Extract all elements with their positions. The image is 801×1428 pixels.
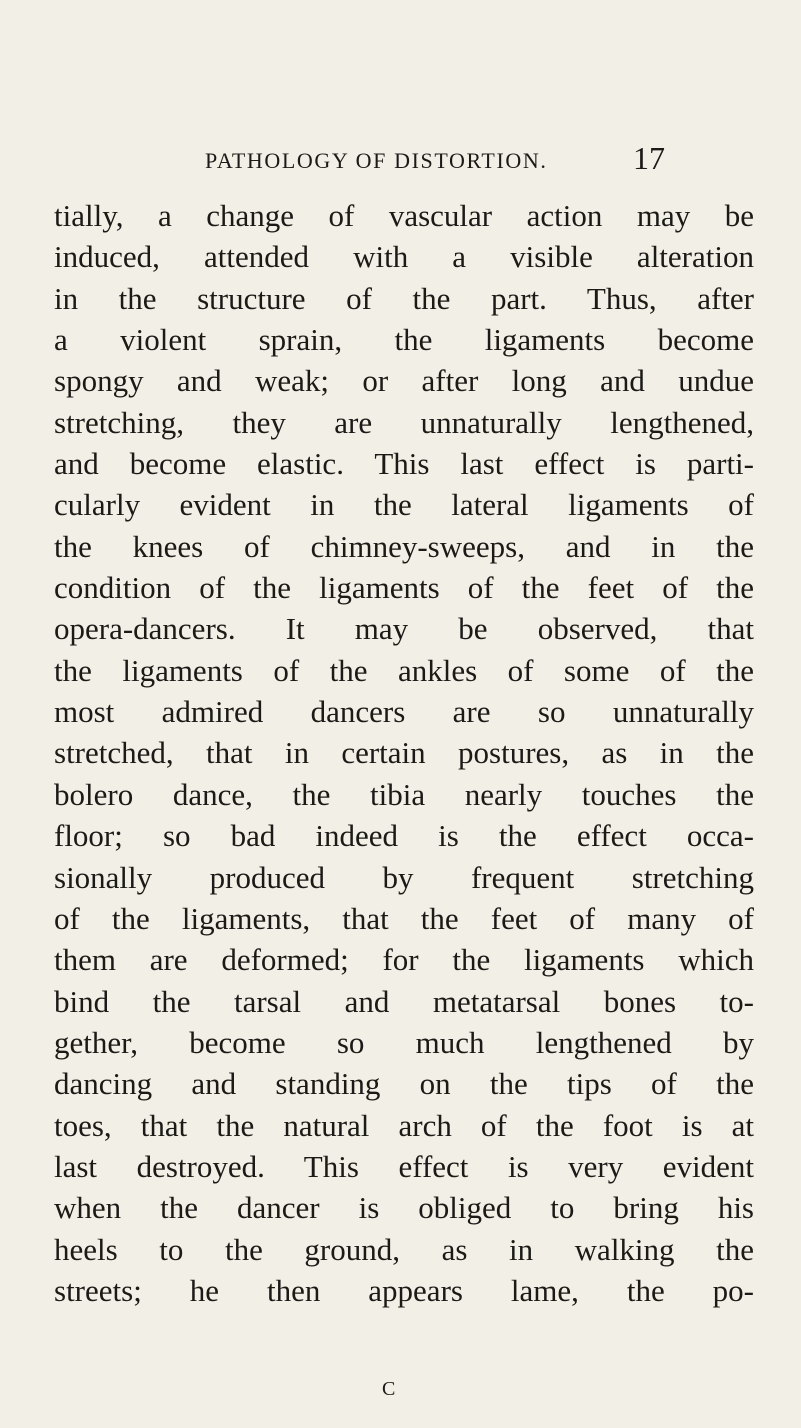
text-line: bolero dance, the tibia nearly touches the xyxy=(54,776,754,812)
text-line: gether, become so much lengthened by xyxy=(54,1024,754,1060)
page-number: 17 xyxy=(633,140,665,176)
text-line: tially, a change of vascular action may be xyxy=(54,198,754,233)
text-line: the knees of chimney-sweeps, and in the xyxy=(54,528,754,564)
text-line: sionally produced by frequent stretching xyxy=(54,859,754,895)
text-line: opera-dancers. It may be observed, that xyxy=(54,611,754,647)
signature-mark: C xyxy=(382,1378,397,1400)
text-line: bind the tarsal and metatarsal bones to- xyxy=(54,983,754,1019)
text-line: the ligaments of the ankles of some of the xyxy=(54,652,754,688)
body-text xyxy=(54,195,754,1311)
text-line: condition of the ligaments of the feet of the xyxy=(54,570,754,606)
running-head xyxy=(205,140,705,180)
text-line: dancing and standing on the tips of the xyxy=(54,1066,754,1102)
text-line: and become elastic. This last effect is parti- xyxy=(54,446,754,482)
text-line: them are deformed; for the ligaments which xyxy=(54,942,754,978)
text-line: cularly evident in the lateral ligaments of xyxy=(54,487,754,523)
text-line: when the dancer is obliged to bring his xyxy=(54,1190,754,1226)
text-line: of the ligaments, that the feet of many of xyxy=(54,900,754,936)
running-title: PATHOLOGY OF DISTORTION. xyxy=(205,148,548,173)
text-line: stretching, they are unnaturally lengthened, xyxy=(54,404,754,440)
text-line: toes, that the natural arch of the foot is at xyxy=(54,1107,754,1143)
text-line: stretched, that in certain postures, as in the xyxy=(54,735,754,771)
text-line: induced, attended with a visible alteration xyxy=(54,239,754,275)
text-line: last destroyed. This effect is very evident xyxy=(54,1148,754,1184)
text-line: streets; he then appears lame, the po- xyxy=(54,1272,754,1308)
text-line: a violent sprain, the ligaments become xyxy=(54,322,754,358)
text-line: most admired dancers are so unnaturally xyxy=(54,694,754,730)
text-line: in the structure of the part. Thus, after xyxy=(54,280,754,316)
text-line: heels to the ground, as in walking the xyxy=(54,1231,754,1267)
text-line: floor; so bad indeed is the effect occa- xyxy=(54,818,754,854)
text-line: spongy and weak; or after long and undue xyxy=(54,363,754,399)
